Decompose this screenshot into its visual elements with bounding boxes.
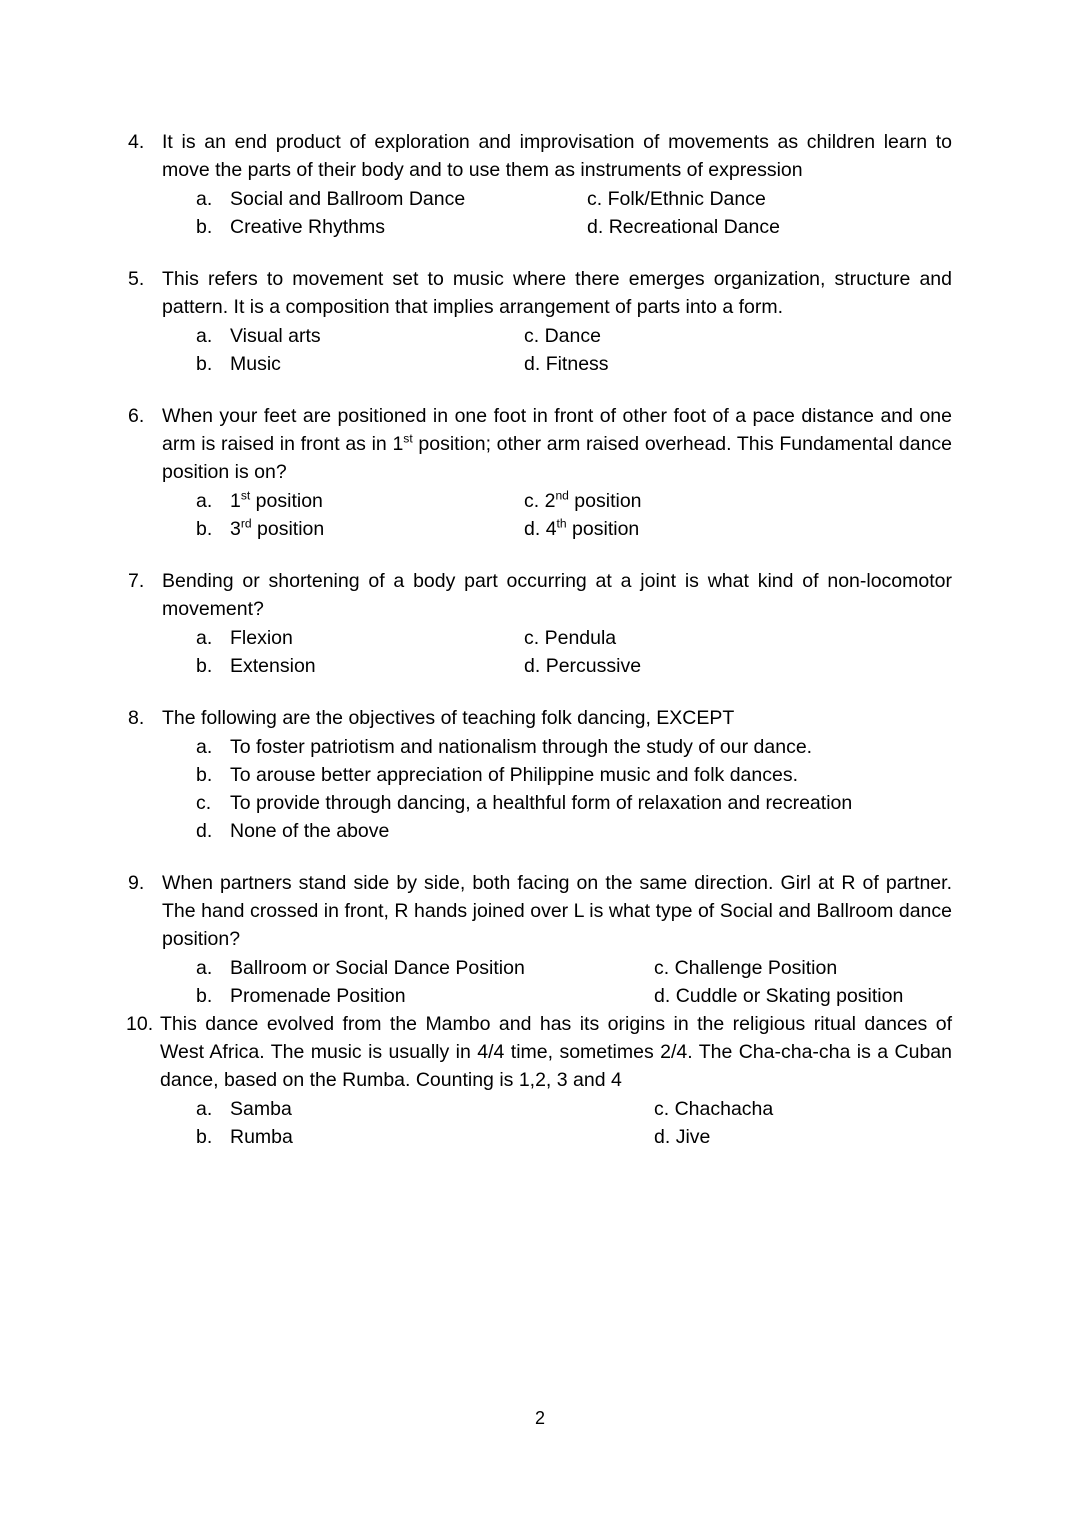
choice-text-7-b: Extension [230, 655, 316, 677]
choice-letter-10-d: d. [654, 1126, 671, 1148]
choice-letter-4-d: d. [587, 216, 604, 238]
question-number-6: 6. [128, 405, 145, 427]
question-text-10: This dance evolved from the Mambo and has its origins in the religious ritual dances of West Africa. The music is usually in 4/4 time, sometimes 2/4. The Cha-cha-cha is a Cuban dance, based on the Rumba. Counting is 1,2, 3 and 4 [160, 1013, 952, 1091]
questions-container [128, 128, 952, 1175]
question-stem-4 [128, 128, 952, 184]
choice-10-d[interactable] [654, 1123, 952, 1151]
choice-4-a[interactable] [196, 185, 465, 213]
choice-6-b-word: position [251, 518, 325, 540]
choice-row-9-ac [196, 954, 952, 982]
choice-letter-5-b: b. [196, 353, 213, 375]
choice-6-b-sup: rd [240, 516, 252, 531]
question-block-5 [128, 265, 952, 378]
choice-5-a[interactable] [196, 322, 321, 350]
choice-letter-10-a: a. [196, 1098, 213, 1120]
choice-row-7-ac [196, 624, 952, 652]
choice-6-d-num: 4 [545, 518, 557, 540]
choice-row-4-ac [196, 185, 952, 213]
choice-4-b[interactable] [196, 213, 385, 241]
choices-7 [128, 624, 952, 680]
choice-text-5-b: Music [230, 353, 281, 375]
choice-text-6-a [230, 487, 323, 515]
question-block-9 [128, 869, 952, 1010]
choice-letter-7-c: c. [524, 627, 540, 649]
choice-text-8-c: To provide through dancing, a healthful form of relaxation and recreation [230, 792, 853, 814]
choice-letter-9-b: b. [196, 985, 213, 1007]
choices-6 [128, 487, 952, 543]
choice-row-9-bd [196, 982, 952, 1010]
choice-row-5-bd [196, 350, 952, 378]
choice-row-6-bd [196, 515, 952, 543]
choice-letter-6-c: c. [524, 490, 540, 512]
choice-6-a-sup: st [240, 488, 251, 503]
choice-letter-8-b: b. [196, 764, 213, 786]
choice-9-d[interactable] [654, 982, 952, 1010]
choice-letter-5-a: a. [196, 325, 213, 347]
question-text-6-part2: position; other arm raised overhead. This Fundamental dance position is on? [162, 433, 953, 483]
choice-letter-4-c: c. [587, 188, 603, 210]
choice-text-8-d: None of the above [230, 820, 390, 842]
choice-letter-6-d: d. [524, 518, 541, 540]
question-number-4: 4. [128, 131, 145, 153]
question-number-8: 8. [128, 707, 145, 729]
page-number: 2 [534, 1408, 545, 1428]
choice-letter-4-b: b. [196, 216, 213, 238]
question-block-4 [128, 128, 952, 241]
question-stem-8 [128, 704, 952, 732]
choice-letter-7-a: a. [196, 627, 213, 649]
choice-row-5-ac [196, 322, 952, 350]
choice-text-4-d: Recreational Dance [608, 216, 780, 238]
question-text-8: The following are the objectives of teaching folk dancing, EXCEPT [162, 707, 735, 729]
choice-10-b[interactable] [196, 1123, 293, 1151]
question-text-6-sup: st [403, 431, 413, 446]
choice-letter-10-b: b. [196, 1126, 213, 1148]
question-stem-6 [128, 402, 952, 486]
choice-7-a[interactable] [196, 624, 293, 652]
question-number-5: 5. [128, 268, 145, 290]
choice-row-10-ac [196, 1095, 952, 1123]
choices-10 [128, 1095, 952, 1151]
choice-9-b[interactable] [196, 982, 406, 1010]
choice-6-d[interactable] [524, 515, 952, 543]
choice-letter-4-a: a. [196, 188, 213, 210]
question-text-7: Bending or shortening of a body part occurring at a joint is what kind of non-locomotor movement? [162, 570, 952, 620]
question-text-4: It is an end product of exploration and improvisation of movements as children learn to move the parts of their body and to use them as instruments of expression [162, 131, 952, 181]
choice-text-10-d: Jive [675, 1126, 711, 1148]
choice-4-c[interactable] [587, 185, 952, 213]
question-stem-7 [128, 567, 952, 623]
question-stem-9 [128, 869, 952, 953]
choice-letter-9-a: a. [196, 957, 213, 979]
choice-text-9-b: Promenade Position [230, 985, 406, 1007]
choice-text-7-c: Pendula [544, 627, 617, 649]
choice-8-a[interactable] [196, 733, 952, 761]
choice-text-8-a: To foster patriotism and nationalism through the study of our dance. [230, 736, 813, 758]
choice-6-b-num: 3 [230, 518, 241, 540]
choice-letter-10-c: c. [654, 1098, 670, 1120]
choice-8-c[interactable] [196, 789, 952, 817]
choice-letter-9-d: d. [654, 985, 671, 1007]
choice-6-b[interactable] [196, 515, 324, 543]
choice-9-c[interactable] [654, 954, 952, 982]
choice-10-a[interactable] [196, 1095, 292, 1123]
choice-9-a[interactable] [196, 954, 525, 982]
choice-text-7-a: Flexion [230, 627, 293, 649]
choice-letter-7-d: d. [524, 655, 541, 677]
question-text-6 [162, 402, 952, 486]
choice-6-a-word: position [250, 490, 323, 512]
choice-6-c-word: position [568, 490, 642, 512]
question-text-6-part1: When your feet are positioned in one foot in front of other foot of a pace distance and one arm is raised in front as in 1 [162, 405, 952, 455]
choice-6-c-sup: nd [555, 488, 569, 503]
choice-6-d-sup: th [556, 516, 567, 531]
choice-text-10-a: Samba [230, 1098, 292, 1120]
question-block-6 [128, 402, 952, 543]
choice-text-4-c: Folk/Ethnic Dance [607, 188, 766, 210]
choice-6-a-num: 1 [230, 490, 241, 512]
question-block-7 [128, 567, 952, 680]
question-number-10: 10. [126, 1013, 154, 1035]
choice-text-10-b: Rumba [230, 1126, 293, 1148]
choice-text-9-a: Ballroom or Social Dance Position [230, 957, 525, 979]
choice-5-c[interactable] [524, 322, 952, 350]
choice-text-6-b [230, 515, 324, 543]
choice-5-b[interactable] [196, 350, 281, 378]
choice-text-5-c: Dance [544, 325, 601, 347]
choice-letter-8-a: a. [196, 736, 213, 758]
choice-row-10-bd [196, 1123, 952, 1151]
choices-4 [128, 185, 952, 241]
question-text-9: When partners stand side by side, both facing on the same direction. Girl at R of partner. The hand crossed in front, R hands joined over L is what type of Social and Ballroom dance position? [162, 872, 952, 950]
choice-6-d-word: position [566, 518, 640, 540]
question-text-5: This refers to movement set to music where there emerges organization, structure and pattern. It is a composition that implies arrangement of parts into a form. [162, 268, 952, 318]
choice-7-c[interactable] [524, 624, 952, 652]
question-block-8 [128, 704, 952, 845]
choice-6-a[interactable] [196, 487, 323, 515]
choice-text-9-c: Challenge Position [674, 957, 838, 979]
choice-letter-8-c: c. [196, 792, 212, 814]
choice-6-c-num: 2 [544, 490, 556, 512]
choice-4-d[interactable] [587, 213, 952, 241]
choice-text-8-b: To arouse better appreciation of Philippine music and folk dances. [230, 764, 799, 786]
choice-row-4-bd [196, 213, 952, 241]
question-number-9: 9. [128, 872, 145, 894]
choice-row-6-ac [196, 487, 952, 515]
choices-9 [128, 954, 952, 1010]
choice-text-5-a: Visual arts [230, 325, 321, 347]
choice-text-7-d: Percussive [545, 655, 642, 677]
choice-letter-6-a: a. [196, 490, 213, 512]
choice-6-c[interactable] [524, 487, 952, 515]
choice-text-4-b: Creative Rhythms [230, 216, 385, 238]
question-block-10 [128, 1010, 952, 1151]
choice-8-b[interactable] [196, 761, 952, 789]
choice-row-7-bd [196, 652, 952, 680]
choice-letter-8-d: d. [196, 820, 213, 842]
question-number-7: 7. [128, 570, 145, 592]
choice-8-d[interactable] [196, 817, 952, 845]
choices-8 [128, 733, 952, 845]
choice-text-9-d: Cuddle or Skating position [675, 985, 904, 1007]
choice-7-d[interactable] [524, 652, 952, 680]
choice-10-c[interactable] [654, 1095, 952, 1123]
choice-letter-6-b: b. [196, 518, 213, 540]
question-stem-10 [128, 1010, 952, 1094]
choice-letter-7-b: b. [196, 655, 213, 677]
choice-5-d[interactable] [524, 350, 952, 378]
choice-text-10-c: Chachacha [674, 1098, 774, 1120]
choice-letter-5-d: d. [524, 353, 541, 375]
choice-text-5-d: Fitness [545, 353, 609, 375]
question-stem-5 [128, 265, 952, 321]
choice-7-b[interactable] [196, 652, 316, 680]
choice-text-4-a: Social and Ballroom Dance [230, 188, 466, 210]
choice-letter-9-c: c. [654, 957, 670, 979]
choice-letter-5-c: c. [524, 325, 540, 347]
choices-5 [128, 322, 952, 378]
